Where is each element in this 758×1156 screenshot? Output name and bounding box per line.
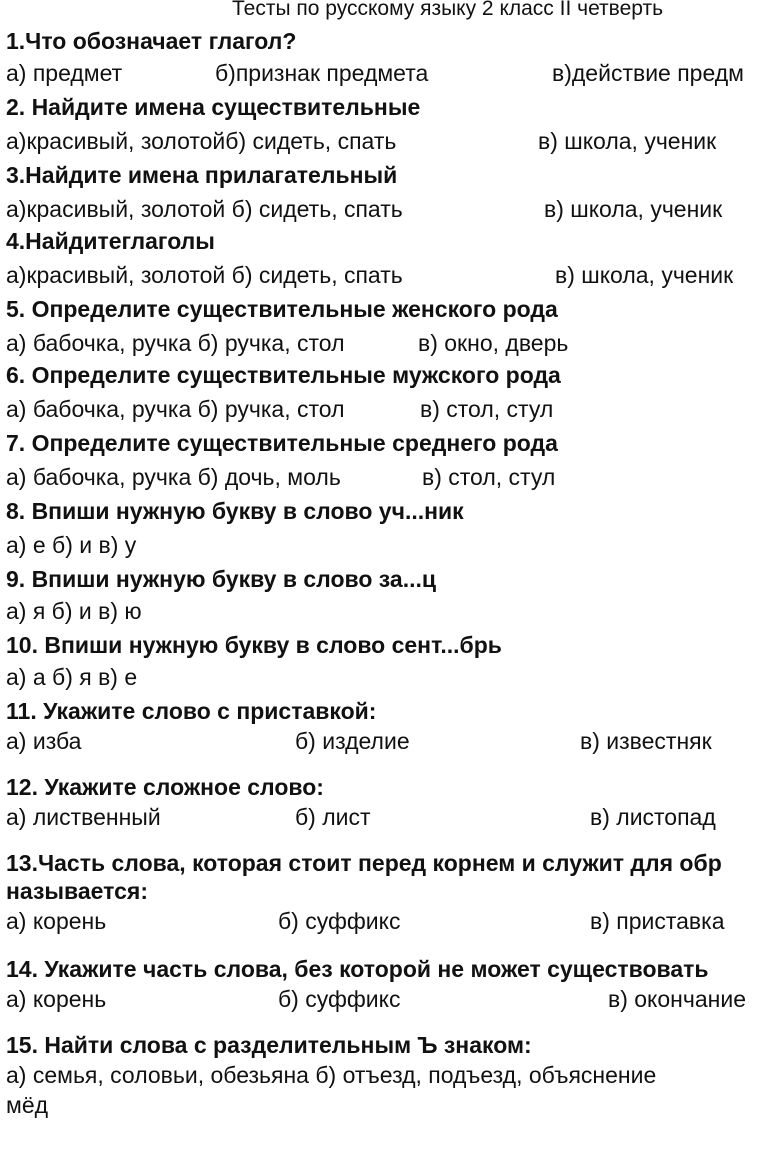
q10-options: а) а б) я в) е	[6, 664, 138, 690]
question-3: 3.Найдите имена прилагательный	[6, 162, 398, 188]
q8-options: а) е б) и в) у	[6, 532, 137, 558]
q1-option-c: в)действие предм	[552, 60, 744, 86]
q14-option-c: в) окончание	[608, 986, 746, 1012]
q7-option-c: в) стол, стул	[422, 464, 556, 490]
q11-option-a: а) изба	[6, 728, 82, 754]
question-8: 8. Впиши нужную букву в слово уч...ник	[6, 498, 464, 524]
q2-options-ab: а)красивый, золотойб) сидеть, спать	[6, 128, 397, 154]
question-13-line-2: называется:	[6, 878, 148, 904]
question-12: 12. Укажите сложное слово:	[6, 774, 324, 800]
q1-option-a: а) предмет	[6, 60, 123, 86]
question-11: 11. Укажите слово с приставкой:	[6, 698, 377, 724]
q11-option-b: б) изделие	[295, 728, 410, 754]
q5-options-ab: а) бабочка, ручка б) ручка, стол	[6, 330, 345, 356]
q3-option-c: в) школа, ученик	[544, 196, 723, 222]
page-title: Тесты по русскому языку 2 класс II четверть	[232, 0, 664, 20]
q6-options-ab: а) бабочка, ручка б) ручка, стол	[6, 396, 345, 422]
question-1: 1.Что обозначает глагол?	[6, 28, 297, 54]
q7-options-ab: а) бабочка, ручка б) дочь, моль	[6, 464, 341, 490]
q1-option-b: б)признак предмета	[215, 60, 429, 86]
q6-option-c: в) стол, стул	[420, 396, 554, 422]
q12-option-a: а) лиственный	[6, 804, 161, 830]
q13-option-b: б) суффикс	[278, 908, 401, 934]
q3-options-ab: а)красивый, золотой б) сидеть, спать	[6, 196, 403, 222]
q15-options-ab: а) семья, соловьи, обезьяна б) отъезд, подъезд, объяснение	[6, 1062, 657, 1088]
question-2: 2. Найдите имена существительные	[6, 94, 421, 120]
q11-option-c: в) известняк	[580, 728, 712, 754]
question-7: 7. Определите существительные среднего рода	[6, 430, 558, 456]
q12-option-c: в) листопад	[590, 804, 716, 830]
question-13: 13.Часть слова, которая стоит перед корнем и служит для обр	[6, 850, 722, 876]
question-10: 10. Впиши нужную букву в слово сент...брь	[6, 632, 502, 658]
q14-option-a: а) корень	[6, 986, 107, 1012]
q4-option-c: в) школа, ученик	[555, 262, 734, 288]
question-6: 6. Определите существительные мужского рода	[6, 362, 561, 388]
q4-options-ab: а)красивый, золотой б) сидеть, спать	[6, 262, 403, 288]
q13-option-a: а) корень	[6, 908, 107, 934]
q2-option-c: в) школа, ученик	[538, 128, 717, 154]
question-5: 5. Определите существительные женского рода	[6, 296, 558, 322]
question-4: 4.Найдитеглаголы	[6, 228, 215, 254]
q15-options-line-2: мёд	[6, 1092, 49, 1118]
question-14: 14. Укажите часть слова, без которой не может существовать	[6, 956, 709, 982]
q13-option-c: в) приставка	[590, 908, 725, 934]
q9-options: а) я б) и в) ю	[6, 598, 142, 624]
question-15: 15. Найти слова с разделительным Ъ знаком:	[6, 1032, 532, 1058]
q12-option-b: б) лист	[295, 804, 371, 830]
q14-option-b: б) суффикс	[278, 986, 401, 1012]
question-9: 9. Впиши нужную букву в слово за...ц	[6, 566, 437, 592]
q5-option-c: в) окно, дверь	[418, 330, 569, 356]
